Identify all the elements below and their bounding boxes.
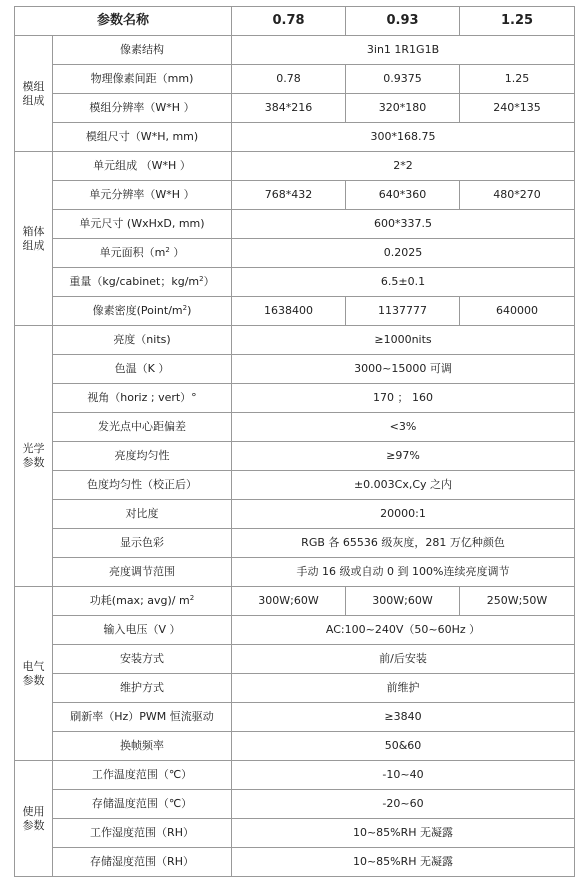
label-weight: 重量（kg/cabinet；$kg/m^2$） xyxy=(53,268,232,297)
value-module-resolution-2: 320*180 xyxy=(346,94,460,123)
label-op-humidity: 工作湿度范围（RH） xyxy=(53,819,232,848)
row-pixel-density xyxy=(15,297,575,326)
label-viewing-angle: 视角（horiz ; vert）° xyxy=(53,384,232,413)
value-unit-composition: 2*2 xyxy=(232,152,575,181)
label-brightness-uniformity: 亮度均匀性 xyxy=(53,442,232,471)
row-refresh xyxy=(15,703,575,732)
row-storage-humidity xyxy=(15,848,575,877)
row-brightness xyxy=(15,326,575,355)
label-chroma-uniformity: 色度均匀性（校正后） xyxy=(53,471,232,500)
label-brightness-adjust: 亮度调节范围 xyxy=(53,558,232,587)
label-center-offset: 发光点中心距偏差 xyxy=(53,413,232,442)
row-unit-area xyxy=(15,239,575,268)
row-module-size xyxy=(15,123,575,152)
label-module-size: 模组尺寸（W*H, mm) xyxy=(53,123,232,152)
row-display-colors xyxy=(15,529,575,558)
label-module-resolution: 模组分辨率（W*H ） xyxy=(53,94,232,123)
row-input-voltage xyxy=(15,616,575,645)
value-display-colors: RGB 各 65536 级灰度，281 万亿种颜色 xyxy=(232,529,575,558)
label-pixel-density: 像素密度$(Point/m^2)$ xyxy=(53,297,232,326)
row-unit-resolution xyxy=(15,181,575,210)
row-brightness-adjust xyxy=(15,558,575,587)
header-param-name: 参数名称 xyxy=(15,7,232,36)
row-op-temp xyxy=(15,761,575,790)
value-unit-resolution-1: 768*432 xyxy=(232,181,346,210)
value-input-voltage: AC:100~240V（50~60Hz ） xyxy=(232,616,575,645)
row-contrast xyxy=(15,500,575,529)
group-module: 模组 组成 xyxy=(15,36,53,152)
label-unit-size: 单元尺寸 (WxHxD, mm) xyxy=(53,210,232,239)
value-unit-area: 0.2025 xyxy=(232,239,575,268)
value-pixel-density-2: 1137777 xyxy=(346,297,460,326)
header-col-1-25: 1.25 xyxy=(460,7,575,36)
row-storage-temp xyxy=(15,790,575,819)
row-unit-size xyxy=(15,210,575,239)
value-module-size: 300*168.75 xyxy=(232,123,575,152)
header-col-0-78: 0.78 xyxy=(232,7,346,36)
group-optical: 光学 参数 xyxy=(15,326,53,587)
value-install: 前/后安装 xyxy=(232,645,575,674)
row-power xyxy=(15,587,575,616)
row-color-temp xyxy=(15,355,575,384)
row-viewing-angle xyxy=(15,384,575,413)
value-pixel-density-3: 640000 xyxy=(460,297,575,326)
value-pixel-density-1: 1638400 xyxy=(232,297,346,326)
value-op-temp: -10~40 xyxy=(232,761,575,790)
value-op-humidity: 10~85%RH 无凝露 xyxy=(232,819,575,848)
value-unit-resolution-2: 640*360 xyxy=(346,181,460,210)
row-maintenance xyxy=(15,674,575,703)
label-storage-humidity: 存储湿度范围（RH） xyxy=(53,848,232,877)
spec-table xyxy=(14,6,575,877)
label-unit-resolution: 单元分辨率（W*H ） xyxy=(53,181,232,210)
label-brightness: 亮度（nits) xyxy=(53,326,232,355)
value-brightness: ≥1000nits xyxy=(232,326,575,355)
group-usage: 使用 参数 xyxy=(15,761,53,877)
row-unit-composition xyxy=(15,152,575,181)
value-contrast: 20000:1 xyxy=(232,500,575,529)
label-power: 功耗(max; avg)/ $m^2$ xyxy=(53,587,232,616)
value-viewing-angle: 170 ； 160 xyxy=(232,384,575,413)
row-frame-rate xyxy=(15,732,575,761)
label-unit-area: 单元面积（$m^2$ ） xyxy=(53,239,232,268)
value-pixel-pitch-2: 0.9375 xyxy=(346,65,460,94)
group-cabinet: 箱体 组成 xyxy=(15,152,53,326)
value-brightness-uniformity: ≥97% xyxy=(232,442,575,471)
label-pixel-structure: 像素结构 xyxy=(53,36,232,65)
value-brightness-adjust: 手动 16 级或自动 0 到 100%连续亮度调节 xyxy=(232,558,575,587)
row-pixel-structure xyxy=(15,36,575,65)
label-pixel-pitch: 物理像素间距（mm) xyxy=(53,65,232,94)
label-maintenance: 维护方式 xyxy=(53,674,232,703)
value-pixel-structure: 3in1 1R1G1B xyxy=(232,36,575,65)
value-center-offset: <3% xyxy=(232,413,575,442)
label-install: 安装方式 xyxy=(53,645,232,674)
label-color-temp: 色温（K ） xyxy=(53,355,232,384)
value-module-resolution-3: 240*135 xyxy=(460,94,575,123)
value-color-temp: 3000~15000 可调 xyxy=(232,355,575,384)
value-frame-rate: 50&60 xyxy=(232,732,575,761)
row-weight xyxy=(15,268,575,297)
value-power-2: 300W;60W xyxy=(346,587,460,616)
label-op-temp: 工作温度范围（℃） xyxy=(53,761,232,790)
value-power-3: 250W;50W xyxy=(460,587,575,616)
label-frame-rate: 换帧频率 xyxy=(53,732,232,761)
label-display-colors: 显示色彩 xyxy=(53,529,232,558)
value-maintenance: 前维护 xyxy=(232,674,575,703)
header-row xyxy=(15,7,575,36)
row-install xyxy=(15,645,575,674)
label-storage-temp: 存储温度范围（℃） xyxy=(53,790,232,819)
header-col-0-93: 0.93 xyxy=(346,7,460,36)
value-refresh: ≥3840 xyxy=(232,703,575,732)
value-storage-humidity: 10~85%RH 无凝露 xyxy=(232,848,575,877)
value-module-resolution-1: 384*216 xyxy=(232,94,346,123)
label-input-voltage: 输入电压（V ） xyxy=(53,616,232,645)
row-op-humidity xyxy=(15,819,575,848)
value-chroma-uniformity: ±0.003Cx,Cy 之内 xyxy=(232,471,575,500)
value-pixel-pitch-1: 0.78 xyxy=(232,65,346,94)
row-pixel-pitch xyxy=(15,65,575,94)
value-pixel-pitch-3: 1.25 xyxy=(460,65,575,94)
value-unit-resolution-3: 480*270 xyxy=(460,181,575,210)
value-weight: 6.5±0.1 xyxy=(232,268,575,297)
row-module-resolution xyxy=(15,94,575,123)
row-brightness-uniformity xyxy=(15,442,575,471)
value-power-1: 300W;60W xyxy=(232,587,346,616)
label-contrast: 对比度 xyxy=(53,500,232,529)
group-electrical: 电气 参数 xyxy=(15,587,53,761)
label-refresh: 刷新率（Hz）PWM 恒流驱动 xyxy=(53,703,232,732)
value-unit-size: 600*337.5 xyxy=(232,210,575,239)
value-storage-temp: -20~60 xyxy=(232,790,575,819)
row-center-offset xyxy=(15,413,575,442)
label-unit-composition: 单元组成 （W*H ） xyxy=(53,152,232,181)
row-chroma-uniformity xyxy=(15,471,575,500)
